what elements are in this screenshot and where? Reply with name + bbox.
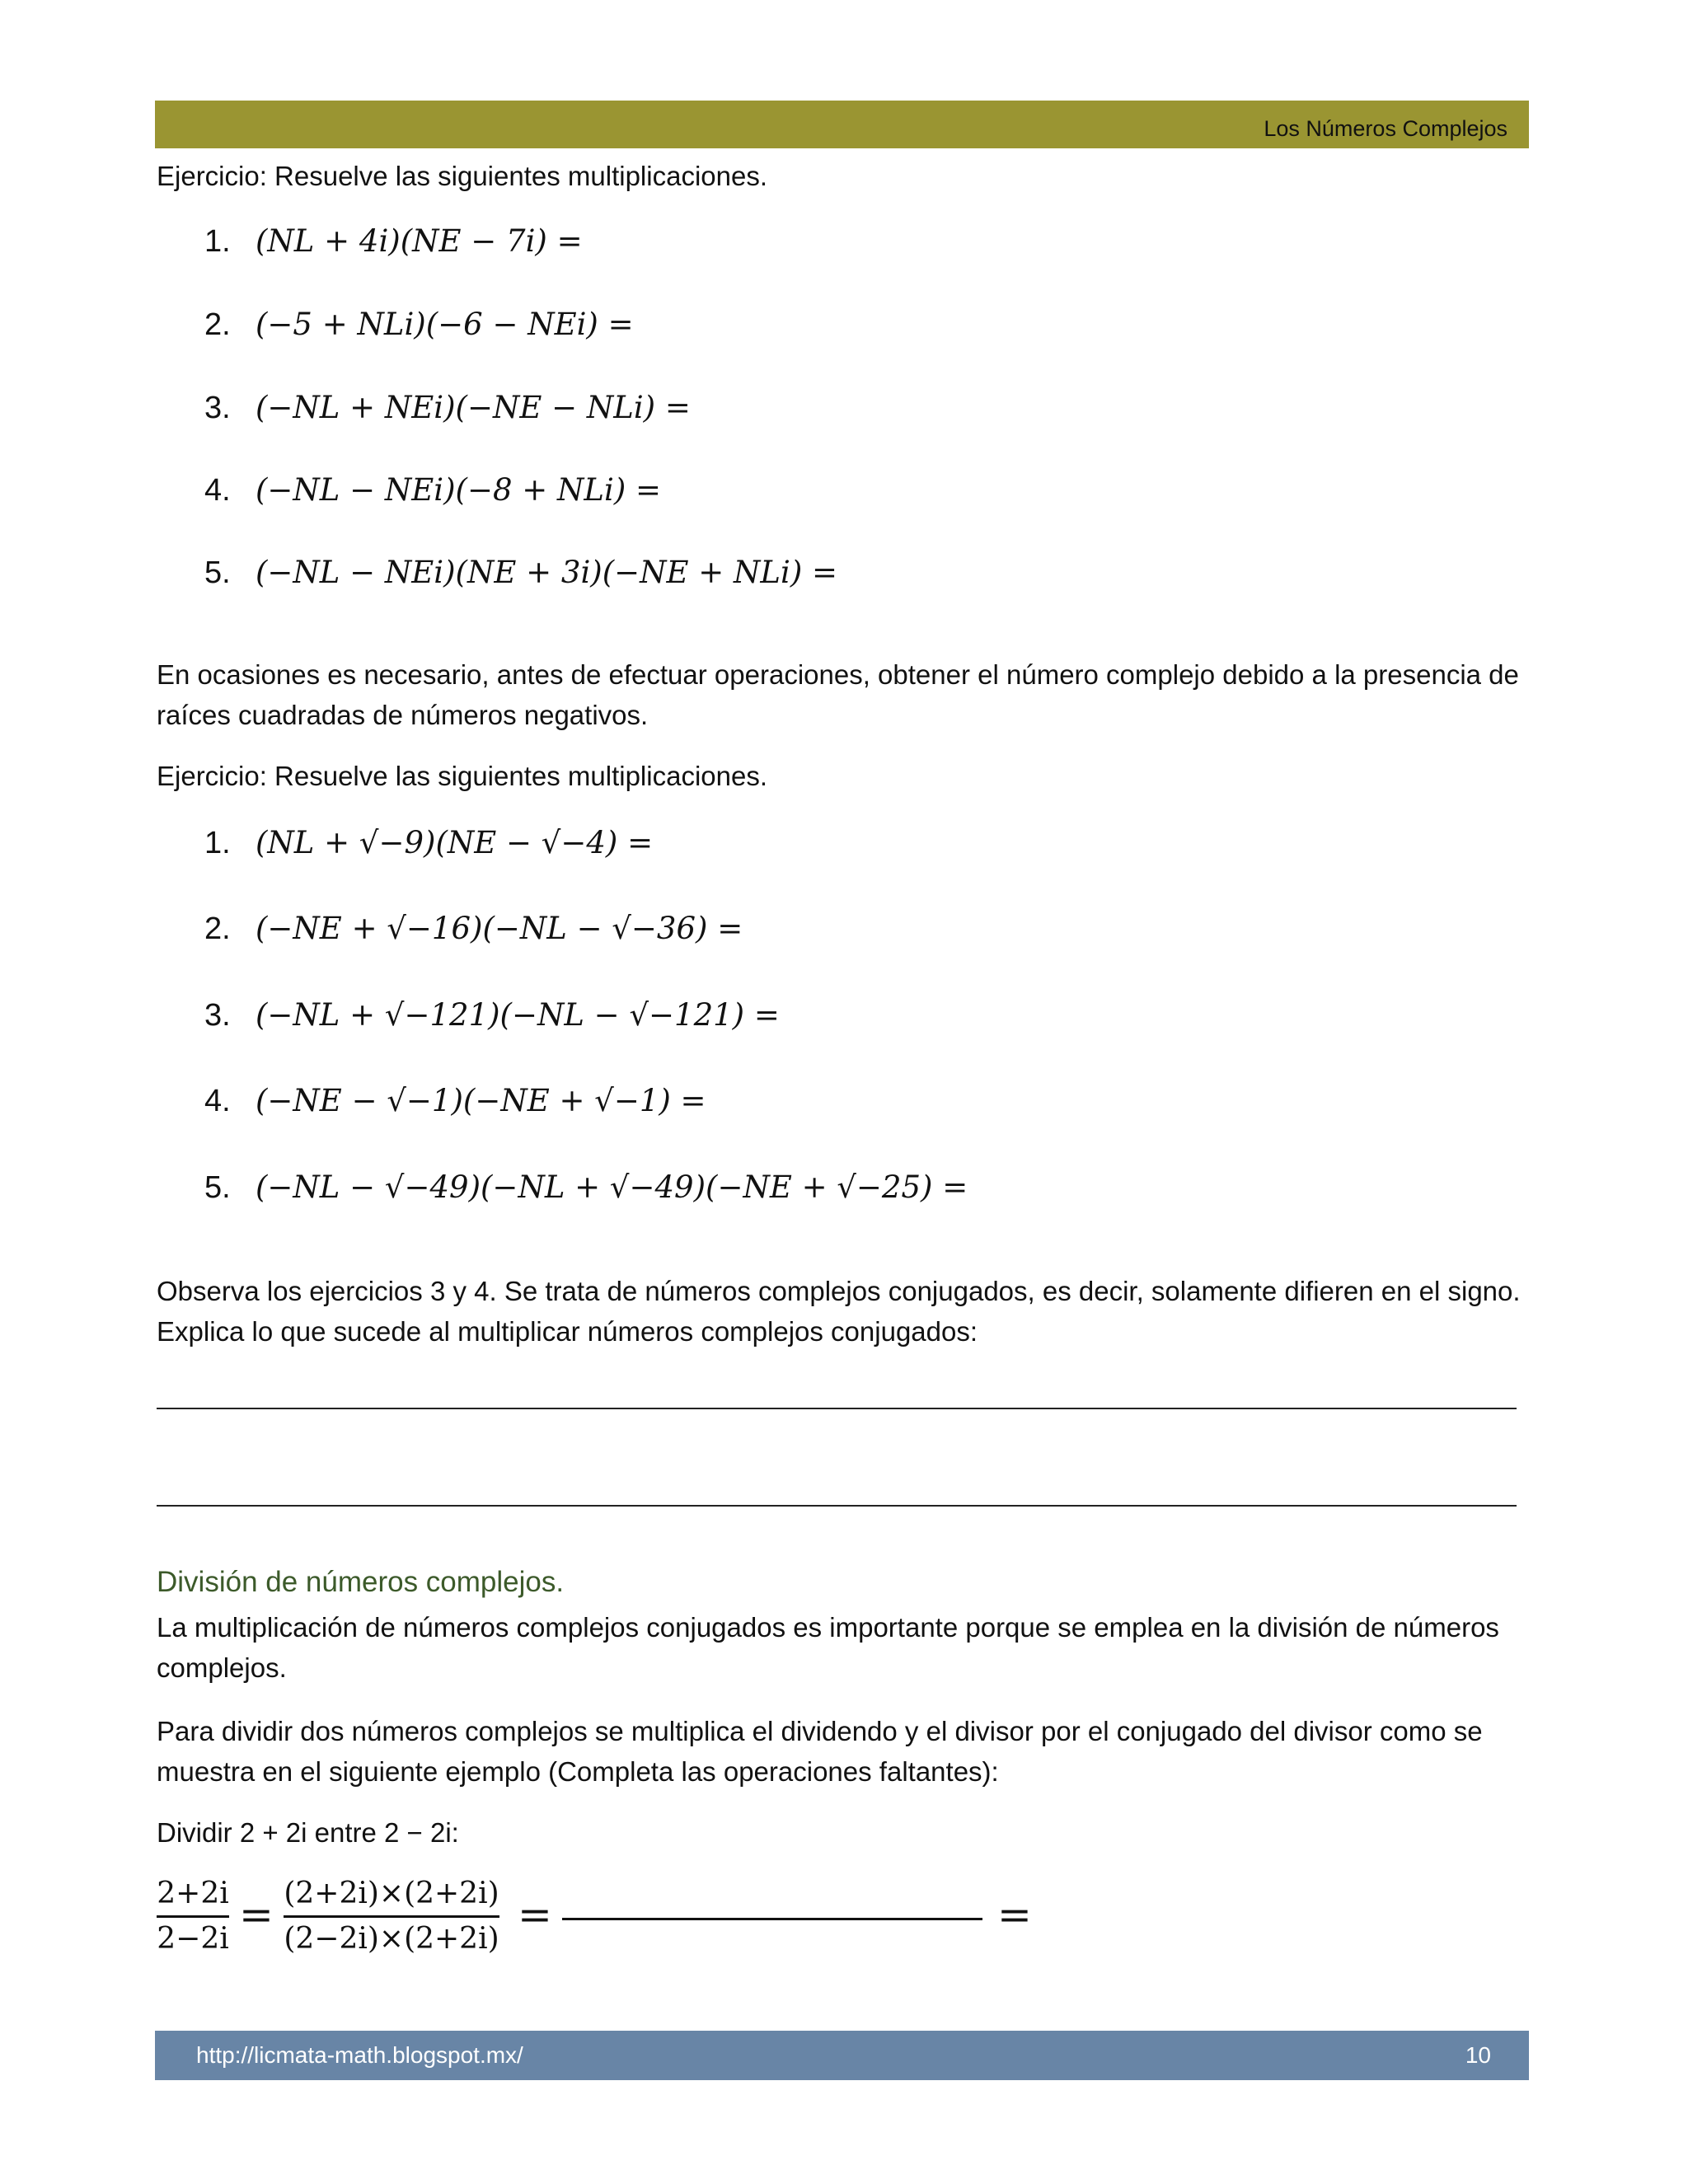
paragraph-conjugates: Observa los ejercicios 3 y 4. Se trata de números complejos conjugados, es decir, solamente difieren en el signo. Explica lo que sucede al multiplicar números complejos conjugados: <box>157 1276 1521 1347</box>
answer-line[interactable] <box>157 1505 1517 1507</box>
list-item: 3. (−NL + √−121)(−NL − √−121) = <box>204 997 780 1033</box>
header-title: Los Números Complejos <box>1264 116 1507 141</box>
list-item: 3. (−NL + NEi)(−NE − NLi) = <box>204 390 691 425</box>
list-item: 4. (−NL − NEi)(−8 + NLi) = <box>204 472 662 508</box>
equals-sign: = <box>518 1891 552 1938</box>
list-item: 5. (−NL − √−49)(−NL + √−49)(−NE + √−25) = <box>204 1169 968 1205</box>
exercise2-intro: Ejercicio: Resuelve las siguientes multiplicaciones. <box>157 761 768 791</box>
paragraph-roots: En ocasiones es necesario, antes de efectuar operaciones, obtener el número complejo debido a la presencia de raíces cuadradas de números negativos. <box>157 659 1519 730</box>
fraction-2: (2+2i)×(2+2i) (2−2i)×(2+2i) <box>284 1877 499 1956</box>
section-heading: División de números complejos. <box>157 1566 565 1598</box>
list-item: 5. (−NL − NEi)(NE + 3i)(−NE + NLi) = <box>204 555 838 590</box>
header-bar <box>155 101 1529 148</box>
division-paragraph-2: Para dividir dos números complejos se multiplica el dividendo y el divisor por el conjugado del divisor como se muestra en el siguiente ejemplo (Completa las operaciones faltantes): <box>157 1716 1483 1787</box>
division-paragraph-1: La multiplicación de números complejos conjugados es importante porque se emplea en la división de números complejos. <box>157 1612 1499 1683</box>
example-label: Dividir 2 + 2i entre 2 − 2i: <box>157 1817 459 1848</box>
footer-url[interactable]: http://licmata-math.blogspot.mx/ <box>196 2042 523 2068</box>
equals-sign: = <box>239 1891 274 1938</box>
fraction-1: 2+2i 2−2i <box>157 1877 229 1956</box>
list-item: 1. (NL + 4i)(NE − 7i) = <box>204 223 583 259</box>
equals-sign: = <box>997 1891 1032 1938</box>
answer-line[interactable] <box>157 1408 1517 1409</box>
answer-blank[interactable] <box>562 1918 982 1920</box>
list-item: 2. (−NE + √−16)(−NL − √−36) = <box>204 911 743 946</box>
list-item: 1. (NL + √−9)(NE − √−4) = <box>204 825 654 860</box>
list-item: 2. (−5 + NLi)(−6 − NEi) = <box>204 307 634 342</box>
exercise1-intro: Ejercicio: Resuelve las siguientes multiplicaciones. <box>157 161 768 191</box>
footer-bar <box>155 2031 1529 2080</box>
list-item: 4. (−NE − √−1)(−NE + √−1) = <box>204 1083 706 1118</box>
page-number: 10 <box>1465 2042 1491 2068</box>
